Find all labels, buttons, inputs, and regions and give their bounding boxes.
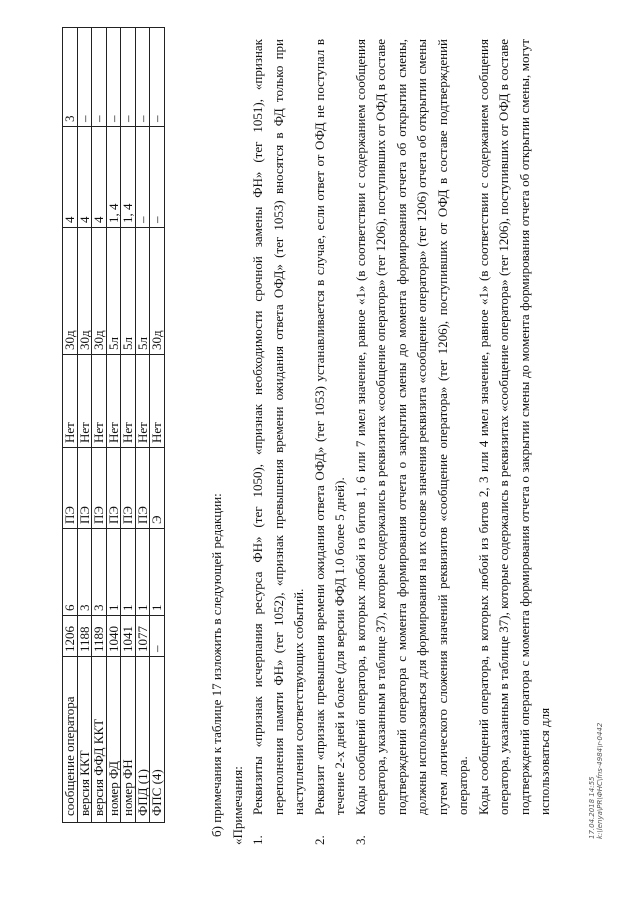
table-cell: 3 bbox=[77, 529, 92, 616]
notes-section bbox=[207, 39, 556, 845]
table-cell: – bbox=[150, 616, 165, 657]
table-cell: 1 bbox=[150, 529, 165, 616]
table-cell: – bbox=[77, 28, 92, 127]
requisite-name-cell: версия ФФД ККТ bbox=[92, 657, 107, 823]
requisite-name-cell: номер ФН bbox=[121, 657, 136, 823]
table-cell: – bbox=[150, 127, 165, 228]
table-cell: Нет bbox=[150, 355, 165, 448]
table-cell: Нет bbox=[77, 355, 92, 448]
stamp-path: k:\lenya\PR\ФНС\fns-4984\r-0442 bbox=[596, 722, 604, 839]
table-cell: 1077 bbox=[135, 616, 150, 657]
table-cell: Нет bbox=[63, 355, 78, 448]
table-cell: 5л bbox=[106, 228, 121, 355]
table-cell: 3 bbox=[63, 28, 78, 127]
requisite-name-cell: версия ККТ bbox=[77, 657, 92, 823]
table-row bbox=[63, 28, 78, 823]
note-text: Реквизит «признак превышения времени ожидания ответа ОФД» (тег 1053) устанавливается в случае, если ответ от ОФД не поступал в течение 2-х дней и более (для версии ФФД 1.0 более 5 дней). bbox=[311, 39, 347, 815]
table-cell: 1 bbox=[106, 529, 121, 616]
table-cell: 1041 bbox=[121, 616, 136, 657]
table-cell: 4 bbox=[92, 127, 107, 228]
table-cell: 30д bbox=[63, 228, 78, 355]
table-cell: 5л bbox=[121, 228, 136, 355]
note-item bbox=[310, 39, 351, 845]
notes-intro: б) примечания к таблице 17 изложить в следующей редакции: bbox=[209, 493, 224, 837]
table-cell: 4 bbox=[77, 127, 92, 228]
table-cell: 3 bbox=[92, 529, 107, 616]
table-cell: 5л bbox=[135, 228, 150, 355]
file-stamp bbox=[588, 723, 604, 839]
note-number: 3. bbox=[352, 835, 368, 845]
note-item bbox=[351, 39, 474, 845]
table-cell: ПЭ bbox=[121, 448, 136, 529]
table-cell: 1040 bbox=[106, 616, 121, 657]
note-text: Коды сообщений оператора, в которых любой из битов 1, 6 или 7 имел значение, равное «1» (в соответствии с содержанием сообщения оператора, указанным в таблице 37), которые содержались в реквизитах «сообщение оператора» (тег 1206), поступивших от ОФД в составе подтверждений оператора с момента формирования отчета о закрытии смены до момента формирования отчета об открытии смены, должны использоваться для формирования на их основе значения реквизита «сообщение оператора» (тег 1206) отчета об открытии смены путем логического сложения значений реквизитов «сообщение оператора» (тег 1206), поступивших от ОФД в составе подтверждений оператора. bbox=[352, 39, 470, 815]
table-cell: 30д bbox=[150, 228, 165, 355]
table-cell: 1, 4 bbox=[106, 127, 121, 228]
table-cell: 30д bbox=[92, 228, 107, 355]
table-row bbox=[92, 28, 107, 823]
table-cell: ПЭ bbox=[106, 448, 121, 529]
table-cell: 1206 bbox=[63, 616, 78, 657]
note-text: Реквизиты «признак исчерпания ресурса ФН» (тег 1050), «признак необходимости срочной замены ФН» (тег 1051), «признак переполнения памяти ФН» (тег 1052), «признак превышения времени ожидания ответа ОФД» (тег 1053) вносятся в ФД только при наступлении соответствующих событий. bbox=[250, 39, 306, 815]
table-cell: – bbox=[135, 127, 150, 228]
table-cell: – bbox=[150, 28, 165, 127]
table-row bbox=[121, 28, 136, 823]
table-cell: ПЭ bbox=[135, 448, 150, 529]
table-cell: 4 bbox=[63, 127, 78, 228]
table-cell: 1 bbox=[135, 529, 150, 616]
table-cell: – bbox=[106, 28, 121, 127]
note-number: 2. bbox=[311, 835, 327, 845]
table-cell: 30д bbox=[77, 228, 92, 355]
requisite-name-cell: ФПД (1) bbox=[135, 657, 150, 823]
table-row bbox=[135, 28, 150, 823]
table-row bbox=[150, 28, 165, 823]
note-continuation: Коды сообщений оператора, в которых любой из битов 2, 3 или 4 имел значение, равное «1» (в соответствии с содержанием сообщения оператора, указанным в таблице 37), которые содержались в реквизитах «сообщение оператора» (тег 1206), поступивших от ОФД в составе подтверждений оператора с момента формирования отчета о закрытии смены до момента формирования отчета об открытии смены, могут использоваться для bbox=[475, 39, 552, 815]
table-cell: Нет bbox=[135, 355, 150, 448]
table-cell: 6 bbox=[63, 529, 78, 616]
requisite-name-cell: номер ФД bbox=[106, 657, 121, 823]
note-number: 1. bbox=[250, 835, 265, 845]
requisite-name-cell: ФПС (4) bbox=[150, 657, 165, 823]
table-cell: – bbox=[92, 28, 107, 127]
table-cell: Нет bbox=[92, 355, 107, 448]
table-cell: – bbox=[135, 28, 150, 127]
table-cell: ПЭ bbox=[92, 448, 107, 529]
notes-heading: «Примечания: bbox=[229, 766, 245, 845]
table-cell: Э bbox=[150, 448, 165, 529]
table-cell: 1189 bbox=[92, 616, 107, 657]
requisite-name-cell: сообщение оператора bbox=[63, 657, 78, 823]
stamp-date: 17.04.2018 14:55 bbox=[588, 776, 596, 839]
table-cell: ПЭ bbox=[63, 448, 78, 529]
table-cell: 1 bbox=[121, 529, 136, 616]
table-body bbox=[63, 28, 165, 823]
table-row bbox=[77, 28, 92, 823]
table-cell: ПЭ bbox=[77, 448, 92, 529]
requisites-table bbox=[62, 27, 165, 823]
table-cell: – bbox=[121, 28, 136, 127]
table-cell: 1, 4 bbox=[121, 127, 136, 228]
table-row bbox=[106, 28, 121, 823]
table-cell: 1188 bbox=[77, 616, 92, 657]
note-item bbox=[248, 39, 310, 845]
table-cell: Нет bbox=[121, 355, 136, 448]
table-cell: Нет bbox=[106, 355, 121, 448]
